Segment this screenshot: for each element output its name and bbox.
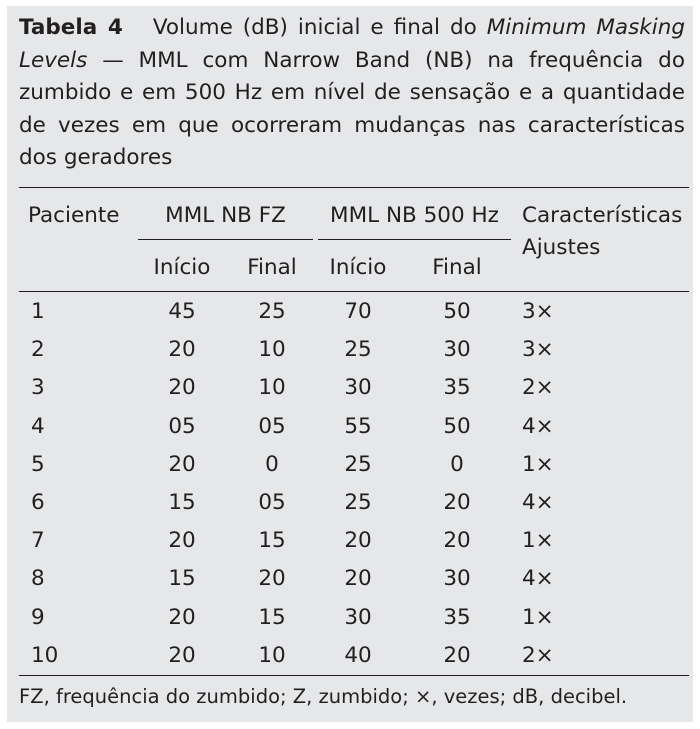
cell-ajustes: 1×: [522, 604, 554, 630]
fz-group-rule: [138, 239, 313, 240]
cell-paciente: 2: [31, 337, 45, 363]
table-caption: [19, 12, 685, 175]
cell-paciente: 1: [31, 299, 45, 324]
cell-paciente: 9: [31, 604, 45, 630]
cell-500-inicio: 30: [344, 375, 372, 401]
caption-text-start: Volume (dB) inicial e final do: [152, 15, 487, 40]
cell-paciente: 6: [31, 490, 45, 515]
bottom-rule: [19, 675, 689, 676]
header-ajustes: Ajustes: [522, 235, 601, 260]
cell-fz-inicio: 20: [168, 375, 196, 401]
cell-paciente: 7: [31, 528, 45, 554]
header-mml-nb-500: MML NB 500 Hz: [330, 203, 499, 228]
cell-500-final: 20: [443, 642, 471, 668]
header-caracteristicas: Características: [522, 203, 683, 228]
cell-fz-final: 10: [258, 375, 286, 401]
cell-500-inicio: 70: [344, 299, 372, 324]
table-panel: [7, 6, 693, 722]
cell-fz-inicio: 20: [168, 528, 196, 554]
cell-ajustes: 2×: [522, 375, 554, 401]
cell-500-inicio: 25: [344, 337, 372, 363]
cell-ajustes: 3×: [522, 337, 554, 363]
cell-500-inicio: 20: [344, 566, 372, 592]
table-label: Tabela 4: [19, 15, 123, 40]
cell-fz-final: 10: [258, 642, 286, 668]
header-bottom-rule: [19, 291, 689, 292]
cell-500-final: 30: [443, 566, 471, 592]
table-footnote: FZ, frequência do zumbido; Z, zumbido; ×, vezes; dB, decibel.: [19, 685, 628, 708]
cell-fz-final: 15: [258, 528, 286, 554]
cell-fz-inicio: 20: [168, 451, 196, 477]
cell-500-final: 50: [443, 299, 471, 324]
cell-fz-inicio: 20: [168, 642, 196, 668]
top-rule: [19, 187, 689, 188]
cell-fz-final: 05: [258, 490, 286, 515]
cell-paciente: 8: [31, 566, 45, 592]
cell-500-inicio: 20: [344, 528, 372, 554]
cell-paciente: 10: [31, 642, 59, 668]
cell-fz-inicio: 05: [168, 413, 196, 439]
cell-paciente: 3: [31, 375, 45, 401]
header-500-final: Final: [432, 255, 482, 280]
cell-500-final: 20: [443, 528, 471, 554]
header-fz-final: Final: [247, 255, 297, 280]
cell-fz-final: 0: [265, 451, 279, 477]
hz500-group-rule: [318, 239, 511, 240]
cell-paciente: 5: [31, 451, 45, 477]
header-fz-inicio: Início: [153, 255, 211, 280]
cell-500-inicio: 25: [344, 451, 372, 477]
cell-fz-inicio: 45: [168, 299, 196, 324]
header-mml-nb-fz: MML NB FZ: [165, 203, 286, 228]
cell-500-final: 50: [443, 413, 471, 439]
cell-fz-inicio: 15: [168, 566, 196, 592]
cell-fz-inicio: 15: [168, 490, 196, 515]
cell-fz-final: 05: [258, 413, 286, 439]
cell-fz-final: 15: [258, 604, 286, 630]
cell-ajustes: 3×: [522, 299, 554, 324]
cell-ajustes: 1×: [522, 451, 554, 477]
cell-fz-inicio: 20: [168, 337, 196, 363]
cell-500-final: 35: [443, 604, 471, 630]
cell-500-inicio: 30: [344, 604, 372, 630]
cell-paciente: 4: [31, 413, 45, 439]
cell-ajustes: 4×: [522, 566, 554, 592]
cell-fz-inicio: 20: [168, 604, 196, 630]
cell-500-final: 35: [443, 375, 471, 401]
caption-italic-term: Minimum Masking Levels: [19, 15, 685, 73]
header-500-inicio: Início: [329, 255, 387, 280]
caption-text-end: — MML com Narrow Band (NB) na frequência do zumbido e em 500 Hz em nível de sensação e a quantidade de vezes em que ocorreram mudanças nas características dos geradores: [19, 47, 685, 170]
cell-fz-final: 20: [258, 566, 286, 592]
cell-fz-final: 25: [258, 299, 286, 324]
cell-500-inicio: 25: [344, 490, 372, 515]
cell-ajustes: 4×: [522, 413, 554, 439]
cell-ajustes: 1×: [522, 528, 554, 554]
cell-500-final: 20: [443, 490, 471, 515]
cell-ajustes: 2×: [522, 642, 554, 668]
cell-500-final: 0: [450, 451, 464, 477]
header-paciente: Paciente: [28, 203, 120, 228]
cell-500-inicio: 40: [344, 642, 372, 668]
cell-500-final: 30: [443, 337, 471, 363]
cell-fz-final: 10: [258, 337, 286, 363]
cell-500-inicio: 55: [344, 413, 372, 439]
cell-ajustes: 4×: [522, 490, 554, 515]
